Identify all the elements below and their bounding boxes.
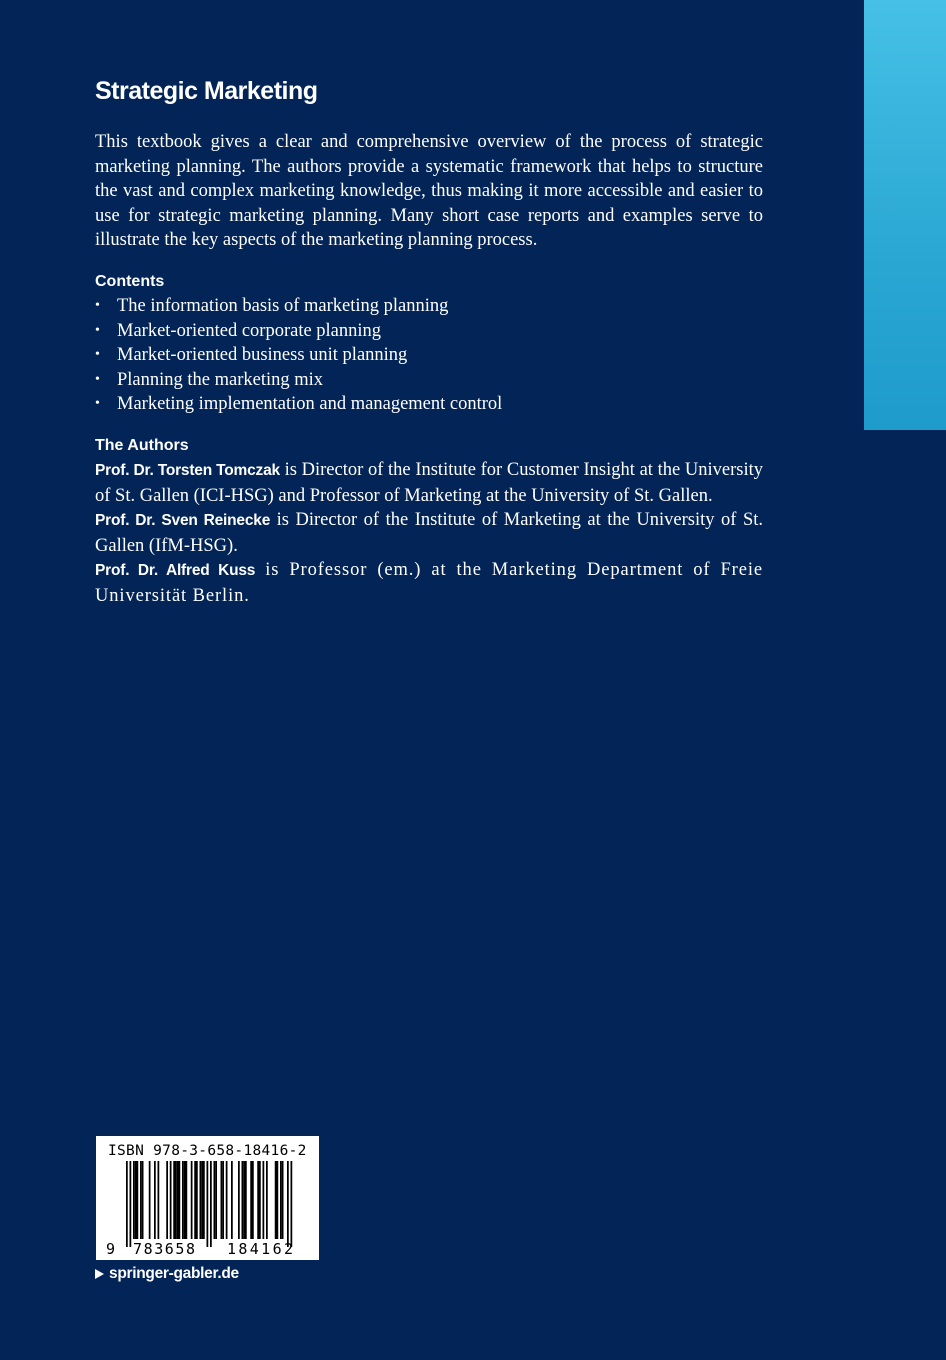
- barcode-right-digits: 184162: [227, 1240, 293, 1258]
- barcode-bar: [280, 1161, 282, 1239]
- barcode-bar: [243, 1161, 245, 1239]
- barcode-bar: [275, 1161, 277, 1239]
- barcode-bar: [186, 1161, 188, 1239]
- list-item: • Planning the marketing mix: [95, 368, 763, 393]
- barcode-bar: [238, 1161, 240, 1239]
- bullet-icon: •: [95, 297, 100, 313]
- barcode-bar: [257, 1161, 259, 1239]
- author-name: Prof. Dr. Alfred Kuss: [95, 562, 256, 580]
- barcode-bar: [266, 1161, 268, 1239]
- barcode-bar: [196, 1161, 198, 1239]
- barcode-bar: [231, 1161, 233, 1239]
- barcode-bar: [133, 1161, 135, 1239]
- isbn-barcode: [96, 1136, 319, 1260]
- isbn-label: ISBN 978-3-658-18416-2: [108, 1143, 307, 1159]
- author-bio: Prof. Dr. Sven Reinecke is Director of the Institute of Marketing at the University of St. Gallen (IfM-HSG).: [95, 510, 764, 556]
- list-item: • The information basis of marketing planning: [95, 294, 763, 319]
- authors-heading: The Authors: [95, 436, 189, 454]
- barcode-bar: [201, 1161, 203, 1239]
- contents-list: [95, 294, 763, 417]
- bullet-icon: •: [95, 347, 100, 363]
- contents-heading: Contents: [95, 272, 165, 290]
- barcode-bar: [252, 1161, 254, 1239]
- barcode-bar: [175, 1161, 177, 1239]
- list-item: • Market-oriented corporate planning: [95, 319, 763, 344]
- barcode-bar: [158, 1161, 160, 1239]
- barcode-bar: [184, 1161, 186, 1239]
- barcode-bar: [221, 1161, 223, 1239]
- barcode-left-digits: 783658: [133, 1240, 195, 1258]
- barcode-bar: [263, 1161, 265, 1239]
- barcode-bar: [210, 1161, 212, 1247]
- cyan-accent-bar: [864, 0, 946, 430]
- barcode-bar: [149, 1161, 151, 1239]
- barcode-graphic: [96, 1136, 319, 1260]
- barcode-bar: [194, 1161, 196, 1239]
- barcode-bars: [126, 1161, 292, 1247]
- barcode-bar: [250, 1161, 252, 1239]
- barcode-bar: [291, 1161, 293, 1247]
- barcode-bar: [166, 1161, 168, 1239]
- barcode-bar: [191, 1161, 193, 1239]
- barcode-bar: [287, 1161, 289, 1247]
- barcode-bar: [137, 1161, 139, 1239]
- barcode-bar: [226, 1161, 228, 1239]
- barcode-bar: [154, 1161, 156, 1239]
- barcode-bar: [179, 1161, 181, 1239]
- barcode-bar: [215, 1161, 217, 1239]
- barcode-bar: [200, 1161, 202, 1239]
- barcode-bar: [207, 1161, 209, 1247]
- publisher-website[interactable]: [95, 1263, 239, 1285]
- barcode-bar: [222, 1161, 224, 1239]
- website-url[interactable]: springer-gabler.de: [109, 1265, 239, 1282]
- author-bio: Prof. Dr. Torsten Tomczak is Director of the Institute for Customer Insight at the University of St. Gallen (ICI-HSG) and Professor of Marketing at the University of St. Gallen.: [95, 459, 763, 506]
- barcode-bar: [177, 1161, 179, 1239]
- barcode-bar: [142, 1161, 144, 1239]
- barcode-lead-digit: 9: [106, 1240, 116, 1258]
- author-name: Prof. Dr. Sven Reinecke: [95, 512, 271, 530]
- barcode-bar: [259, 1161, 261, 1239]
- back-cover-text: [95, 70, 763, 609]
- book-title: Strategic Marketing: [95, 77, 318, 105]
- barcode-bar: [173, 1161, 175, 1239]
- author-bio: Prof. Dr. Alfred Kuss is Professor (em.) at the Marketing Department of Freie Universität Berlin.: [95, 560, 763, 606]
- barcode-bar: [245, 1161, 247, 1239]
- barcode-bar: [135, 1161, 137, 1239]
- list-item: • Marketing implementation and management control: [95, 392, 763, 417]
- barcode-bar: [277, 1161, 279, 1239]
- list-item: • Market-oriented business unit planning: [95, 343, 763, 368]
- bullet-icon: •: [95, 322, 100, 338]
- barcode-bar: [282, 1161, 284, 1239]
- bullet-icon: •: [95, 371, 100, 387]
- bullet-icon: •: [95, 396, 100, 412]
- barcode-bar: [203, 1161, 205, 1239]
- barcode-bar: [170, 1161, 172, 1239]
- barcode-bar: [130, 1161, 132, 1247]
- barcode-bar: [214, 1161, 216, 1239]
- triangle-right-icon: [95, 1269, 104, 1279]
- barcode-bar: [140, 1161, 142, 1239]
- barcode-bar: [242, 1161, 244, 1239]
- author-name: Prof. Dr. Torsten Tomczak: [95, 461, 280, 479]
- barcode-bar: [182, 1161, 184, 1239]
- book-description: This textbook gives a clear and comprehensive overview of the process of strategic marketing planning. The authors provide a systematic framework that helps to structure the vast and complex marketing knowledge, thus making it more accessible and easier to use for strategic marketing planning. Many short case reports and examples serve to illustrate the key aspects of the marketing planning process.: [95, 132, 763, 251]
- barcode-bar: [126, 1161, 128, 1247]
